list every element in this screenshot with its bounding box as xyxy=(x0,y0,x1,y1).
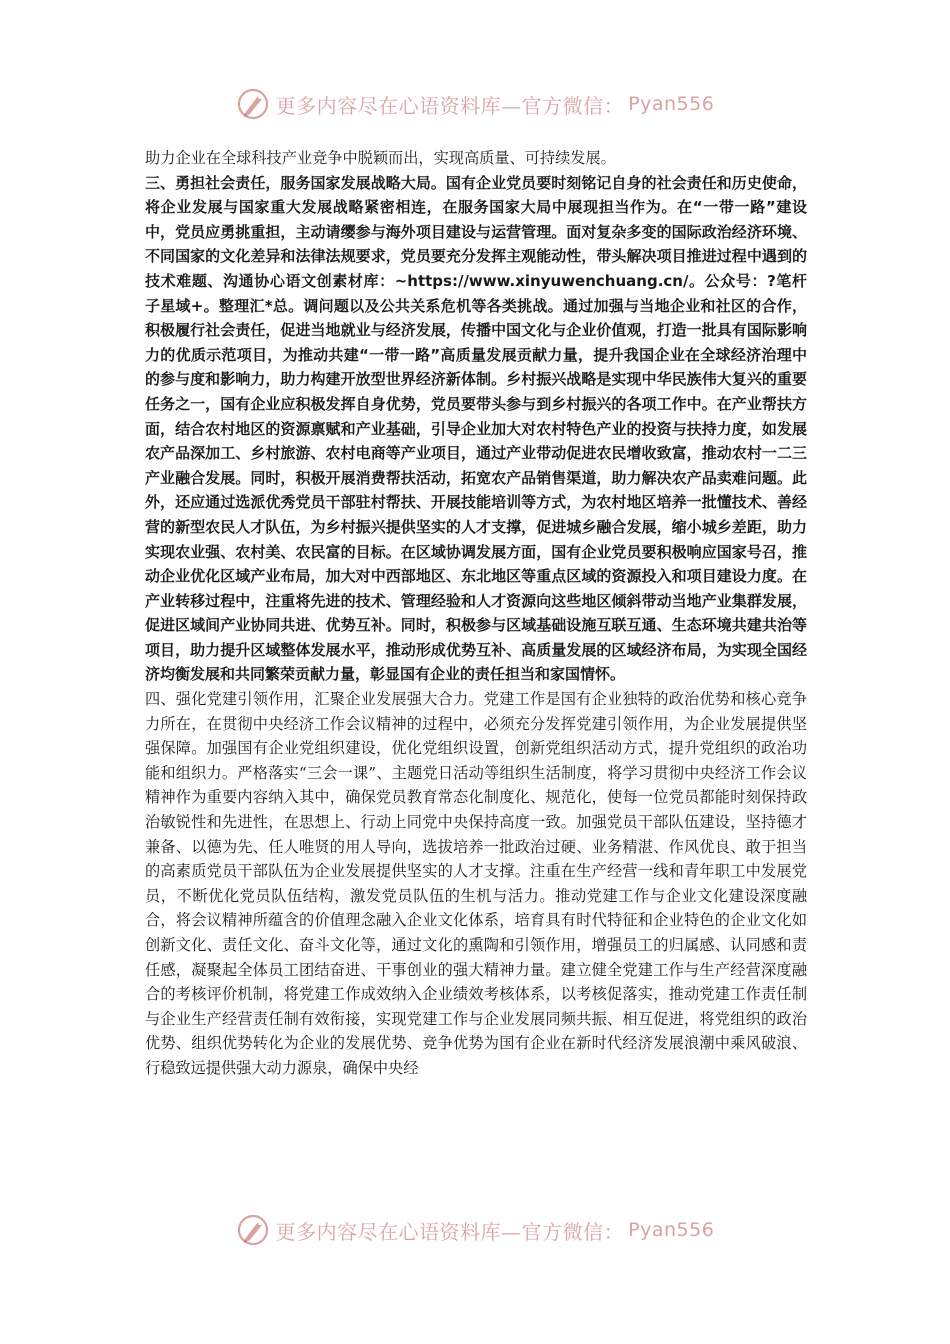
header-watermark xyxy=(0,84,950,124)
watermark-handle: Pyan556 xyxy=(628,1219,715,1241)
paragraph-section-three: 三、勇担社会责任，服务国家发展战略大局。国有企业党员要时刻铭记自身的社会责任和历史使命，将企业发展与国家重大发展战略紧密相连，在服务国家大局中展现担当作为。在“一带一路”建设中，党员应勇挑重担，主动请缨参与海外项目建设与运营管理。面对复杂多变的国际政治经济环境、不同国家的文化差异和法律法规要求，党员要充分发挥主观能动性，带头解决项目推进过程中遇到的技术难题、沟通协心语文创素材库：~https://www.xinyuwenchuang.cn/。公众号：?笔杆子星域+。整理汇*总。调问题以及公共关系危机等各类挑战。通过加强与当地企业和社区的合作，积极履行社会责任，促进当地就业与经济发展，传播中国文化与企业价值观，打造一批具有国际影响力的优质示范项目，为推动共建“一带一路”高质量发展贡献力量，提升我国企业在全球经济治理中的参与度和影响力，助力构建开放型世界经济新体制。乡村振兴战略是实现中华民族伟大复兴的重要任务之一，国有企业应积极发挥自身优势，党员要带头参与到乡村振兴的各项工作中。在产业帮扶方面，结合农村地区的资源禀赋和产业基础，引导企业加大对农村特色产业的投资与扶持力度，如发展农产品深加工、乡村旅游、农村电商等产业项目，通过产业带动促进农民增收致富，推动农村一二三产业融合发展。同时，积极开展消费帮扶活动，拓宽农产品销售渠道，助力解决农产品卖难问题。此外，还应通过选派优秀党员干部驻村帮扶、开展技能培训等方式，为农村地区培养一批懂技术、善经营的新型农民人才队伍，为乡村振兴提供坚实的人才支撑，促进城乡融合发展，缩小城乡差距，助力实现农业强、农村美、农民富的目标。在区域协调发展方面，国有企业党员要积极响应国家号召，推动企业优化区域产业布局，加大对中西部地区、东北地区等重点区域的资源投入和项目建设力度。在产业转移过程中，注重将先进的技术、管理经验和人才资源向这些地区倾斜带动当地产业集群发展，促进区域间产业协同共进、优势互补。同时，积极参与区域基础设施互联互通、生态环境共建共治等项目，助力提升区域整体发展水平，推动形成优势互补、高质量发展的区域经济布局，为实现全国经济均衡发展和共同繁荣贡献力量，彰显国有企业的责任担当和家国情怀。 xyxy=(145,173,807,684)
pen-logo-icon xyxy=(236,1213,270,1247)
watermark-handle: Pyan556 xyxy=(628,93,715,115)
pen-logo-icon xyxy=(236,87,270,121)
watermark-text: 更多内容尽在心语资料库—官方微信： xyxy=(275,1219,625,1244)
watermark-text: 更多内容尽在心语资料库—官方微信： xyxy=(275,93,625,118)
document-body xyxy=(145,146,807,1081)
footer-watermark xyxy=(0,1210,950,1250)
paragraph-intro: 助力企业在全球科技产业竞争中脱颖而出，实现高质量、可持续发展。 xyxy=(145,149,616,167)
paragraph-section-four: 四、强化党建引领作用，汇聚企业发展强大合力。党建工作是国有企业独特的政治优势和核心竞争力所在，在贯彻中央经济工作会议精神的过程中，必须充分发挥党建引领作用，为企业发展提供坚强保障。加强国有企业党组织建设，优化党组织设置，创新党组织活动方式，提升党组织的政治功能和组织力。严格落实“三会一课”、主题党日活动等组织生活制度，将学习贯彻中央经济工作会议精神作为重要内容纳入其中，确保党员教育常态化制度化、规范化，使每一位党员都能时刻保持政治敏锐性和先进性，在思想上、行动上同党中央保持高度一致。加强党员干部队伍建设，坚持德才兼备、以德为先、任人唯贤的用人导向，选拔培养一批政治过硬、业务精湛、作风优良、敢于担当的高素质党员干部队伍为企业发展提供坚实的人才支撑。注重在生产经营一线和青年职工中发展党员，不断优化党员队伍结构，激发党员队伍的生机与活力。推动党建工作与企业文化建设深度融合，将会议精神所蕴含的价值理念融入企业文化体系，培育具有时代特征和企业特色的企业文化如创新文化、责任文化、奋斗文化等，通过文化的熏陶和引领作用，增强员工的归属感、认同感和责任感，凝聚起全体员工团结奋进、干事创业的强大精神力量。建立健全党建工作与生产经营深度融合的考核评价机制，将党建工作成效纳入企业绩效考核体系，以考核促落实，推动党建工作责任制与企业生产经营责任制有效衔接，实现党建工作与企业发展同频共振、相互促进，将党组织的政治优势、组织优势转化为企业的发展优势、竞争优势为国有企业在新时代经济发展浪潮中乘风破浪、行稳致远提供强大动力源泉，确保中央经 xyxy=(145,690,807,1077)
